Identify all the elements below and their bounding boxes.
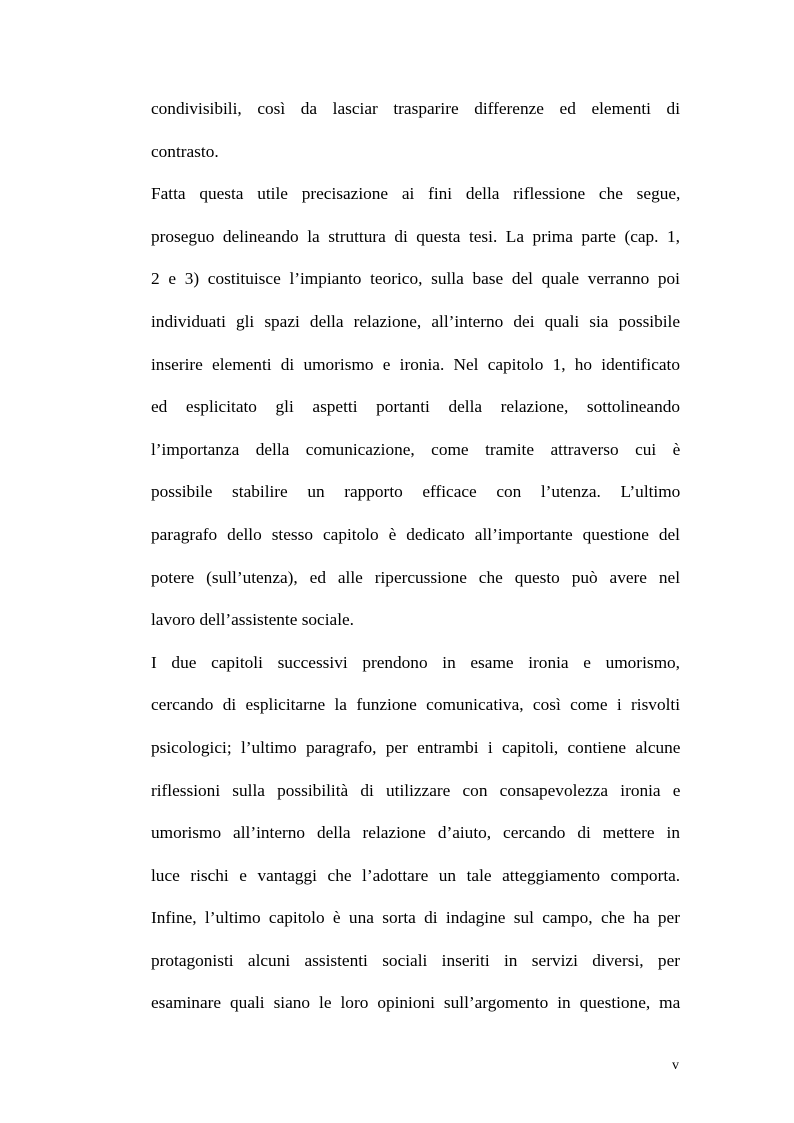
- text-line: 2 e 3) costituisce l’impianto teorico, sulla base del quale verranno poi: [151, 269, 680, 289]
- text-line: riflessioni sulla possibilità di utilizzare con consapevolezza ironia e: [151, 780, 681, 800]
- text-line: possibile stabilire un rapporto efficace con l’utenza. L’ultimo: [151, 482, 681, 502]
- text-line: l’importanza della comunicazione, come tramite attraverso cui è: [151, 439, 681, 459]
- text-line: Fatta questa utile precisazione ai fini della riflessione che segue,: [151, 184, 681, 204]
- text-line: contrasto.: [151, 141, 219, 161]
- text-line: condivisibili, così da lasciar trasparire differenze ed elementi di: [151, 99, 680, 118]
- text-line: protagonisti alcuni assistenti sociali inseriti in servizi diversi, per: [151, 950, 680, 970]
- text-line: lavoro dell’assistente sociale.: [151, 610, 354, 630]
- page-number: v: [672, 1058, 679, 1073]
- text-line: Infine, l’ultimo capitolo è una sorta di indagine sul campo, che ha per: [151, 908, 680, 928]
- text-line: psicologici; l’ultimo paragrafo, per entrambi i capitoli, contiene alcune: [151, 737, 681, 757]
- text-line: paragrafo dello stesso capitolo è dedicato all’importante questione del: [151, 524, 680, 544]
- text-line: inserire elementi di umorismo e ironia. Nel capitolo 1, ho identificato: [151, 354, 680, 374]
- text-line: I due capitoli successivi prendono in esame ironia e umorismo,: [151, 652, 680, 672]
- text-line: potere (sull’utenza), ed alle ripercussione che questo può avere nel: [151, 567, 680, 587]
- text-line: individuati gli spazi della relazione, all’interno dei quali sia possibile: [151, 311, 681, 331]
- text-line: proseguo delineando la struttura di questa tesi. La prima parte (cap. 1,: [151, 226, 680, 246]
- body-text: [151, 88, 680, 1025]
- text-line: umorismo all’interno della relazione d’aiuto, cercando di mettere in: [151, 823, 680, 843]
- text-line: esaminare quali siano le loro opinioni sull’argomento in questione, ma: [151, 993, 681, 1013]
- text-line: cercando di esplicitarne la funzione comunicativa, così come i risvolti: [151, 695, 680, 715]
- text-line: luce rischi e vantaggi che l’adottare un tale atteggiamento comporta.: [151, 865, 681, 885]
- text-line: ed esplicitato gli aspetti portanti della relazione, sottolineando: [151, 397, 681, 417]
